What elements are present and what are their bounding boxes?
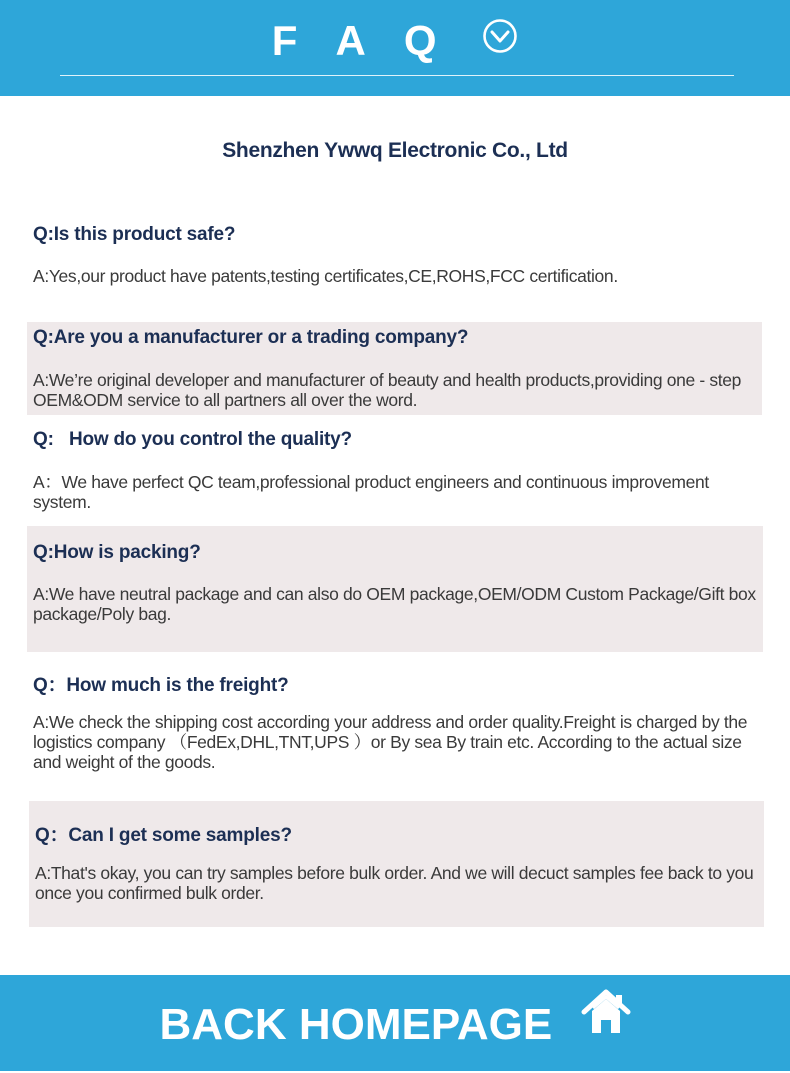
back-homepage-label: BACK HOMEPAGE (159, 1000, 553, 1050)
chevron-down-circle-icon[interactable] (482, 12, 518, 68)
faq-item-packing (27, 526, 763, 652)
faq-title-text: F A Q (271, 16, 451, 64)
faq-answer: A：We have perfect QC team,professional product engineers and continuous improvement system. (33, 472, 709, 512)
faq-question: Q：Can I get some samples? (35, 825, 292, 846)
back-homepage-button[interactable] (0, 975, 790, 1071)
faq-item-manufacturer (27, 322, 762, 415)
faq-item-safety (27, 212, 763, 312)
faq-answer: A:Yes,our product have patents,testing certificates,CE,ROHS,FCC certification. (33, 266, 618, 286)
faq-answer: A:That's okay, you can try samples before bulk order. And we will decuct samples fee back to you once you confirmed bulk order. (35, 863, 754, 903)
faq-item-quality (27, 420, 763, 520)
faq-title (0, 10, 790, 69)
faq-question: Q：How much is the freight? (33, 675, 289, 696)
faq-question: Q: How do you control the quality? (33, 429, 352, 450)
faq-answer: A:We have neutral package and can also do OEM package,OEM/ODM Custom Package/Gift box package/Poly bag. (33, 584, 756, 624)
faq-header (0, 0, 790, 96)
header-divider (60, 75, 734, 76)
faq-answer: A:We’re original developer and manufacturer of beauty and health products,providing one - step OEM&ODM service to all partners all over the word. (33, 370, 742, 410)
faq-answer: A:We check the shipping cost according your address and order quality.Freight is charged by the logistics company （FedEx,DHL,TNT,UPS ）or By sea By train etc. According to the actual size and weight of the goods. (33, 712, 748, 772)
faq-question: Q:Are you a manufacturer or a trading company? (33, 327, 469, 348)
faq-item-samples (29, 801, 764, 927)
faq-item-freight (27, 660, 763, 790)
company-name: Shenzhen Ywwq Electronic Co., Ltd (222, 139, 568, 162)
footer-bar (0, 975, 790, 1071)
faq-question: Q:Is this product safe? (33, 224, 236, 245)
home-icon (581, 974, 631, 1070)
faq-question: Q:How is packing? (33, 542, 201, 563)
